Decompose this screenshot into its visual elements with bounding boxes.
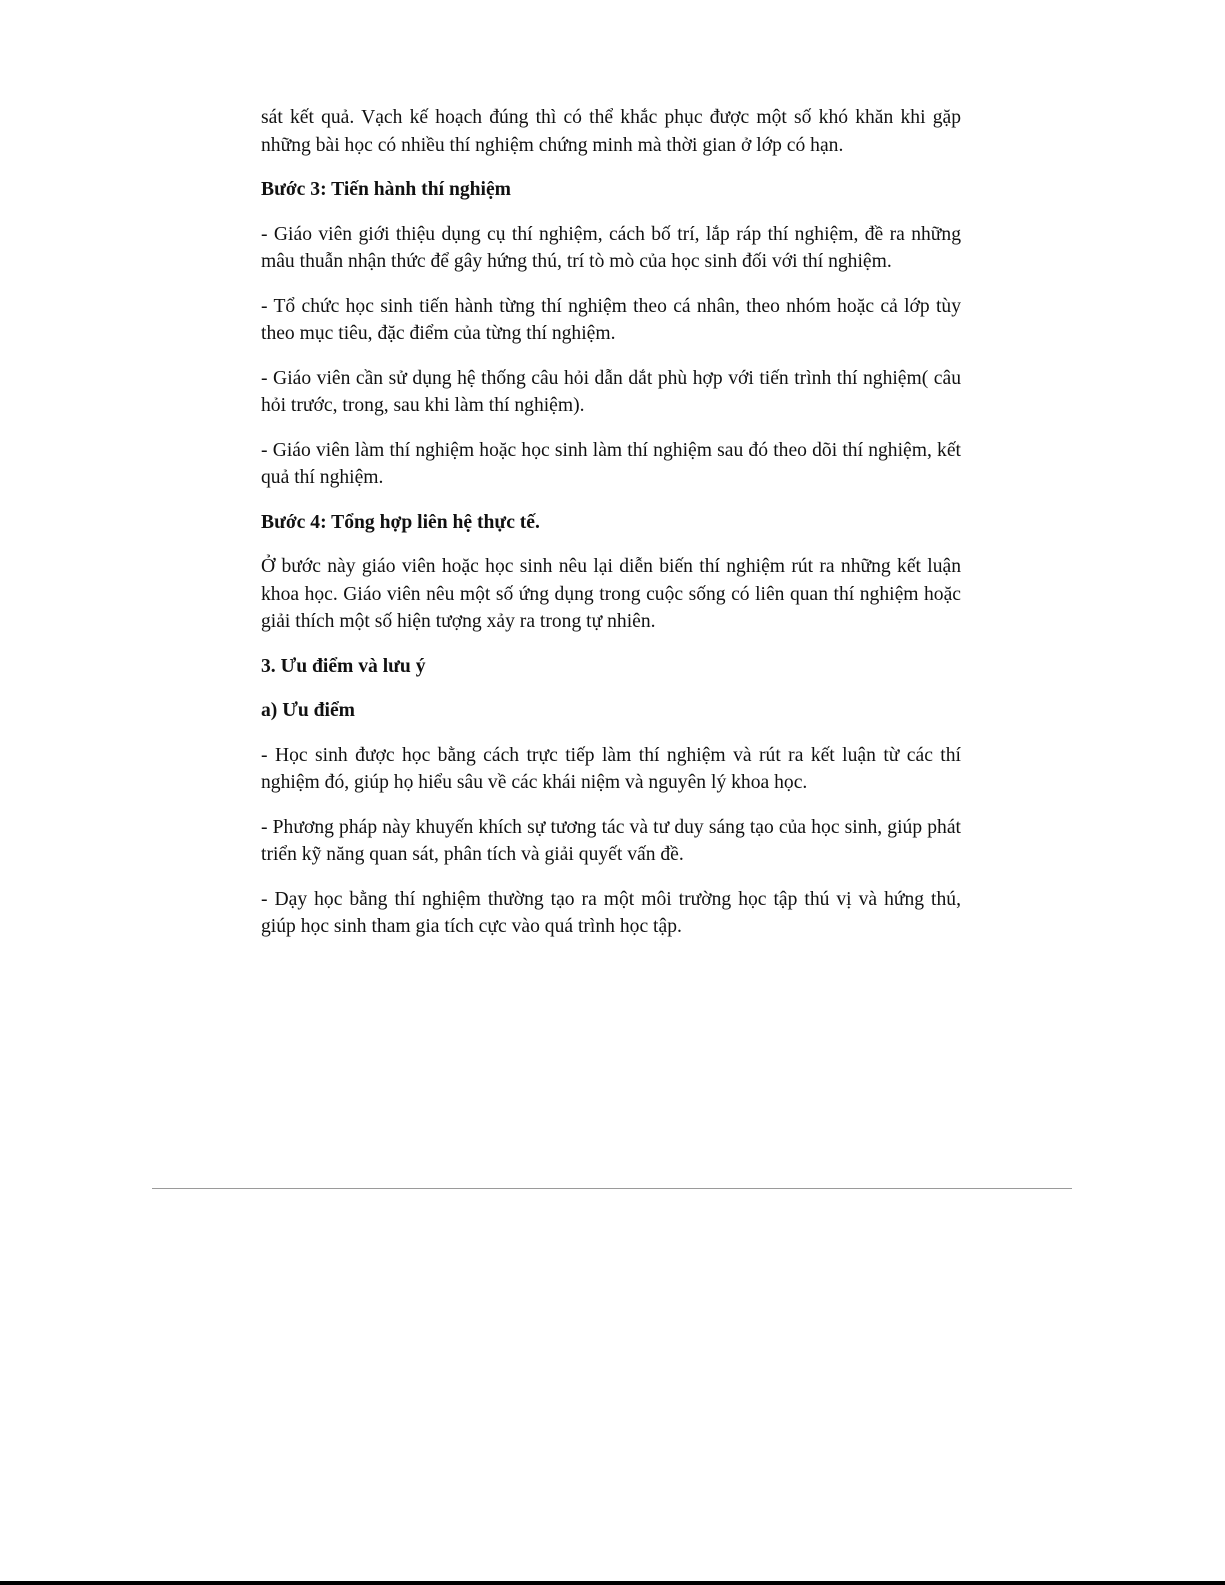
paragraph-continuation: sát kết quả. Vạch kế hoạch đúng thì có thể khắc phục được một số khó khăn khi gặp những bài học có nhiều thí nghiệm chứng minh mà thời gian ở lớp có hạn.: [261, 107, 961, 156]
paragraph-buoc3-item-3: - Giáo viên cần sử dụng hệ thống câu hỏi dẫn dắt phù hợp với tiến trình thí nghiệm( câu hỏi trước, trong, sau khi làm thí nghiệm).: [261, 367, 961, 416]
paragraph-buoc4: Ở bước này giáo viên hoặc học sinh nêu lại diễn biến thí nghiệm rút ra những kết luận khoa học. Giáo viên nêu một số ứng dụng trong cuộc sống có liên quan thí nghiệm hoặc giải thích một số hiện tượng xảy ra trong tự nhiên.: [261, 556, 961, 632]
paragraph-uu-diem-3: - Dạy học bằng thí nghiệm thường tạo ra một môi trường học tập thú vị và hứng thú, giúp học sinh tham gia tích cực vào quá trình học tập.: [261, 888, 961, 937]
document-page-content: [261, 104, 961, 958]
paragraph-buoc3-item-4: - Giáo viên làm thí nghiệm hoặc học sinh làm thí nghiệm sau đó theo dõi thí nghiệm, kết quả thí nghiệm.: [261, 439, 961, 488]
paragraph-uu-diem-2: - Phương pháp này khuyến khích sự tương tác và tư duy sáng tạo của học sinh, giúp phát triển kỹ năng quan sát, phân tích và giải quyết vấn đề.: [261, 816, 961, 865]
paragraph-buoc3-item-2: - Tổ chức học sinh tiến hành từng thí nghiệm theo cá nhân, theo nhóm hoặc cả lớp tùy theo mục tiêu, đặc điểm của từng thí nghiệm.: [261, 295, 961, 344]
heading-buoc-3: Bước 3: Tiến hành thí nghiệm: [261, 179, 511, 200]
paragraph-uu-diem-1: - Học sinh được học bằng cách trực tiếp làm thí nghiệm và rút ra kết luận từ các thí nghiệm đó, giúp họ hiểu sâu về các khái niệm và nguyên lý khoa học.: [261, 744, 961, 793]
heading-a-uu-diem: a) Ưu điểm: [261, 700, 355, 721]
page-bottom-edge: [0, 1581, 1225, 1585]
heading-buoc-4: Bước 4: Tổng hợp liên hệ thực tế.: [261, 511, 540, 533]
paragraph-buoc3-item-1: - Giáo viên giới thiệu dụng cụ thí nghiệm, cách bố trí, lắp ráp thí nghiệm, đề ra những mâu thuẫn nhận thức để gây hứng thú, trí tò mò của học sinh đối với thí nghiệm.: [261, 223, 961, 272]
heading-uu-diem-luu-y: 3. Ưu điểm và lưu ý: [261, 655, 426, 677]
footer-divider: [152, 1188, 1072, 1189]
